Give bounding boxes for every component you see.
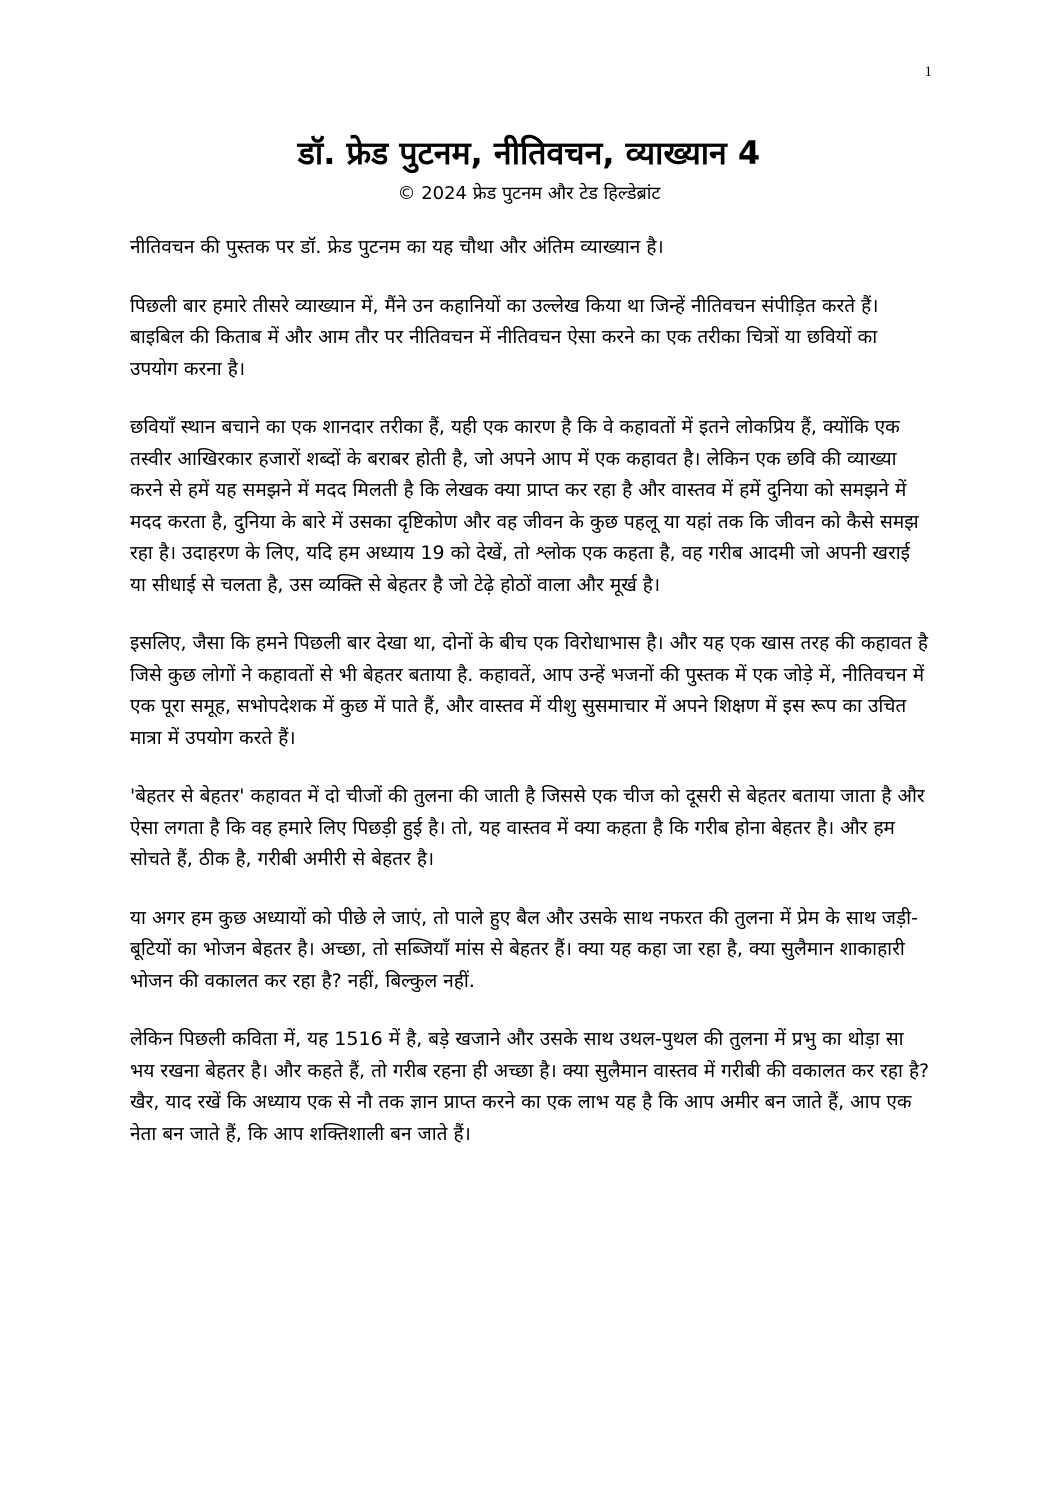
document-title: डॉ. फ्रेड पुटनम, नीतिवचन, व्याख्यान 4: [297, 134, 761, 172]
paragraph-4: इसलिए, जैसा कि हमने पिछली बार देखा था, दोनों के बीच एक विरोधाभास है। और यह एक खास तरह की कहावत है जिसे कुछ लोगों ने कहावतों से भी बेहतर बताया है. कहावतें, आप उन्हें भजनों की पुस्तक में एक जोड़े में, नीतिवचन में एक पूरा समूह, सभोपदेशक में कुछ में पाते हैं, और वास्तव में यीशु सुसमाचार में अपने शिक्षण में इस रूप का उचित मात्रा में उपयोग करते हैं।: [130, 632, 928, 749]
paragraph-3: छवियाँ स्थान बचाने का एक शानदार तरीका हैं, यही एक कारण है कि वे कहावतों में इतने लोकप्रिय हैं, क्योंकि एक तस्वीर आखिरकार हजारों शब्दों के बराबर होती है, जो अपने आप में एक कहावत है। लेकिन एक छवि की व्याख्या करने से हमें यह समझने में मदद मिलती है कि लेखक क्या प्राप्त कर रहा है और वास्तव में हमें दुनिया को समझने में मदद करता है, दुनिया के बारे में उसका दृष्टिकोण और वह जीवन के कुछ पहलू या यहां तक कि जीवन को कैसे समझ रहा है। उदाहरण के लिए, यदि हम अध्याय 19 को देखें, तो श्लोक एक कहता है, वह गरीब आदमी जो अपनी खराई या सीधाई से चलता है, उस व्यक्ति से बेहतर है जो टेढ़े होठों वाला और मूर्ख है।: [130, 416, 919, 596]
paragraph-6: या अगर हम कुछ अध्यायों को पीछे ले जाएं, तो पाले हुए बैल और उसके साथ नफरत की तुलना में प्रेम के साथ जड़ी-बूटियों का भोजन बेहतर है। अच्छा, तो सब्जियाँ मांस से बेहतर हैं। क्या यह कहा जा रहा है, क्या सुलैमान शाकाहारी भोजन की वकालत कर रहा है? नहीं, बिल्कुल नहीं.: [130, 906, 918, 992]
paragraph-2: पिछली बार हमारे तीसरे व्याख्यान में, मैंने उन कहानियों का उल्लेख किया था जिन्हें नीतिवचन संपीड़ित करते हैं। बाइबिल की किताब में और आम तौर पर नीतिवचन में नीतिवचन ऐसा करने का एक तरीका चित्रों या छवियों का उपयोग करना है।: [130, 294, 879, 380]
paragraph-7: लेकिन पिछली कविता में, यह 1516 में है, बड़े खजाने और उसके साथ उथल-पुथल की तुलना में प्रभु का थोड़ा सा भय रखना बेहतर है। और कहते हैं, तो गरीब रहना ही अच्छा है। क्या सुलैमान वास्तव में गरीबी की वकालत कर रहा है? खैर, याद रखें कि अध्याय एक से नौ तक ज्ञान प्राप्त करने का एक लाभ यह है कि आप अमीर बन जाते हैं, आप एक नेता बन जाते हैं, कि आप शक्तिशाली बन जाते हैं।: [130, 1028, 930, 1145]
paragraph-5: 'बेहतर से बेहतर' कहावत में दो चीजों की तुलना की जाती है जिससे एक चीज को दूसरी से बेहतर बताया जाता है और ऐसा लगता है कि वह हमारे लिए पिछड़ी हुई है। तो, यह वास्तव में क्या कहता है कि गरीब होना बेहतर है। और हम सोचते हैं, ठीक है, गरीबी अमीरी से बेहतर है।: [130, 785, 925, 870]
paragraph-1: नीतिवचन की पुस्तक पर डॉ. फ्रेड पुटनम का यह चौथा और अंतिम व्याख्यान है।: [130, 236, 664, 258]
copyright-line: © 2024 फ्रेड पुटनम और टेड हिल्डेब्रांट: [397, 183, 661, 204]
document-body: [130, 232, 930, 1177]
page-number: 1: [924, 64, 932, 80]
